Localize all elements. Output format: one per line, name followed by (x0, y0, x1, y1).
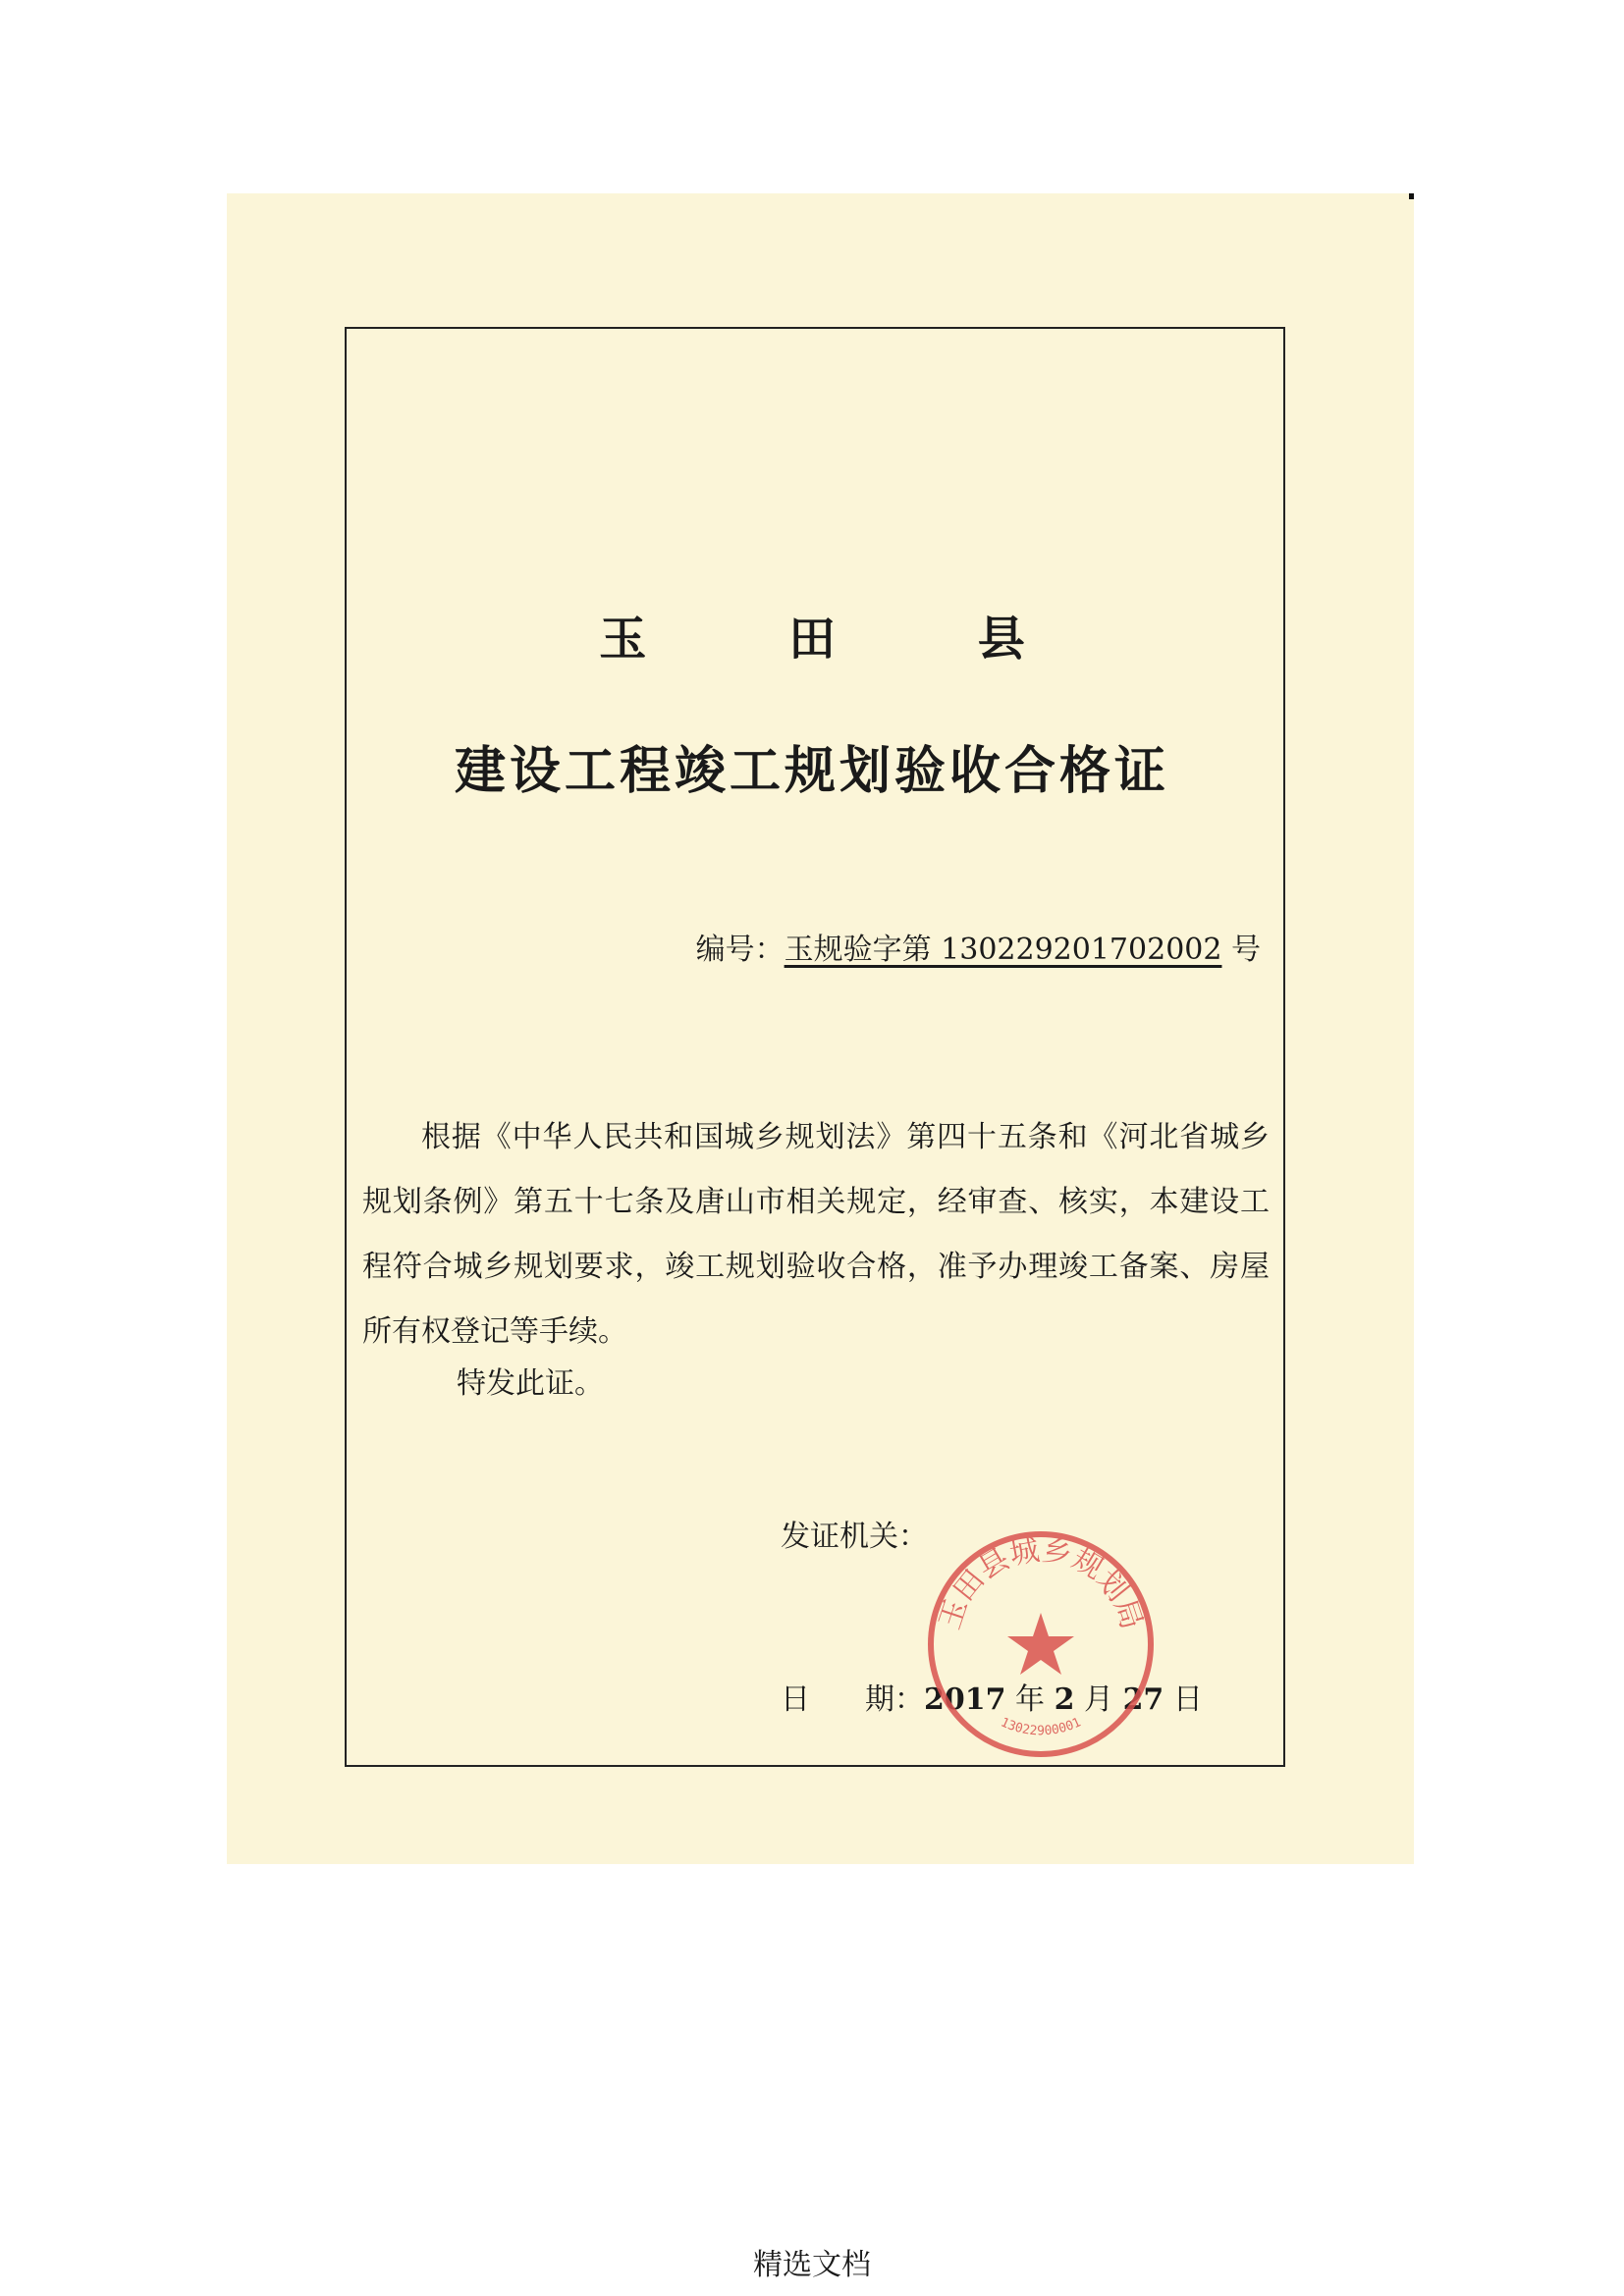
date-year: 2017 (924, 1682, 1006, 1717)
issuing-authority-label: 发证机关： (781, 1520, 928, 1554)
closing-statement: 特发此证。 (457, 1366, 604, 1401)
date-month-unit: 月 (1084, 1682, 1114, 1717)
date-month: 2 (1054, 1682, 1075, 1717)
seal-star-icon (1007, 1613, 1074, 1675)
date-label-2: 期： (865, 1682, 924, 1717)
date-year-unit: 年 (1015, 1682, 1046, 1717)
certificate-title: 建设工程竣工规划验收合格证 (454, 742, 1169, 801)
date-day-unit: 日 (1172, 1682, 1203, 1717)
certificate-body (362, 1105, 1270, 1364)
official-seal (923, 1526, 1159, 1762)
date-label-1: 日 (781, 1682, 810, 1717)
number-label: 编号： (695, 933, 785, 967)
certificate-number (696, 925, 1261, 968)
date-day: 27 (1122, 1682, 1164, 1717)
seal-code: 13022900001 (998, 1715, 1084, 1739)
county-name: 玉 田 县 (599, 612, 1088, 667)
body-paragraph: 根据《中华人民共和国城乡规划法》第四十五条和《河北省城乡规划条例》第五十七条及唐山市相关规定，经审查、核实，本建设工程符合城乡规划要求，竣工规划验收合格，准予办理竣工备案、房屋所有权登记等手续。 (362, 1120, 1270, 1349)
scan-corner-mark (1409, 193, 1414, 199)
seal-text: 玉田县城乡规划局 (932, 1532, 1150, 1634)
number-suffix: 号 (1221, 933, 1261, 967)
page-footer: 精选文档 (753, 2248, 871, 2282)
number-value: 玉规验字第 130229201702002 (784, 933, 1222, 967)
